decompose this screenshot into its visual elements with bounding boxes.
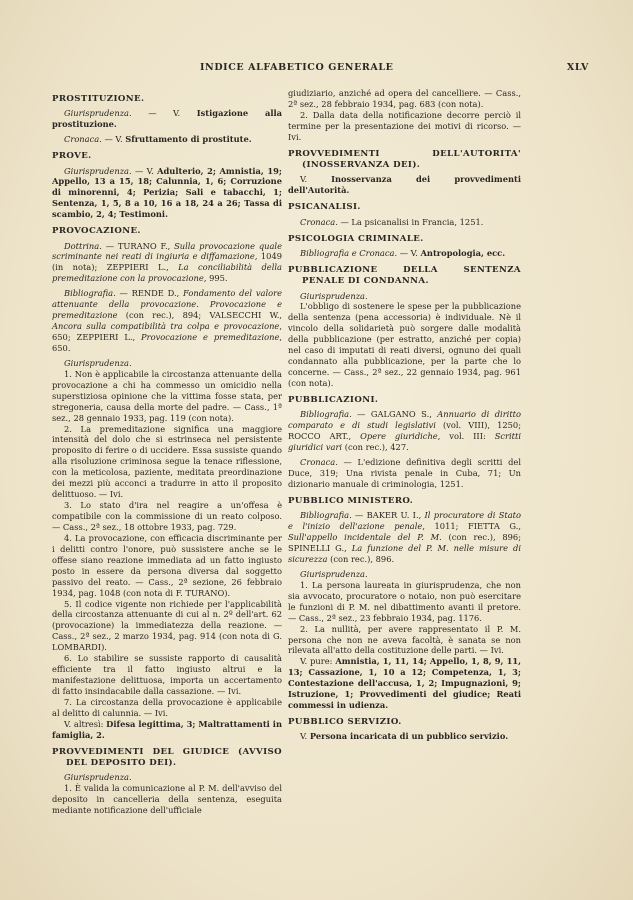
entry-heading: PROSTITUZIONE. — [52, 94, 145, 104]
entry-heading: PUBBLICAZIONI. — [288, 394, 379, 405]
list-item: 2. La premeditazione significa una maggiore intensità del dolo che si estrinseca nel persistente proposito di ferire o di uccidere. Essa sussiste quando alla risoluzione criminosa segue la tenace riflessione, con la meticolosa, paziente, meditata preordinazione dei mezzi più acconci a tradurre in atto il proposito delittuoso. — Ivi. — [52, 423, 282, 500]
entry-heading: PUBBLICO MINISTERO. — [288, 495, 414, 506]
entry-prove — [52, 151, 282, 220]
entry-provocazione — [52, 226, 282, 741]
left-column — [52, 88, 282, 816]
entry-text: Bibliografia. — BAKER U. I., Il procuratore di Stato e l'inizio dell'azione penale, 1011; FIETTA G., Sull'appello incidentale del P. M. (con rec.), 896; SPINELLI G., La funzione del P. M. nelle misure di sicurezza (con rec.), 896. — [288, 510, 522, 564]
entry-text: Cronaca. — La psicanalisi in Francia, 1251. — [300, 216, 484, 227]
entry-heading: PROVVEDIMENTI DEL GIUDICE (AVVISO DEL DEPOSITO DEI). — [52, 746, 282, 769]
entry-text: Giurisprudenza. — V. Adulterio, 2; Amnistia, 19; Appello, 13 a 15, 18; Calunnia, 1, 6; Corruzione di minorenni, 4; Perizia; Sali e tabacchi, 1; Sentenza, 1, 5, 8 a 10, 16 a 18, 24 a 26; Tassa di scambio, 2, 4; Testimoni. — [52, 165, 282, 220]
entry-heading: PROVOCAZIONE. — [52, 226, 141, 237]
entry-heading: PSICANALISI. — [288, 202, 361, 213]
continuation-text: giudiziario, anziché ad opera del cancelliere. — Cass., 2ª sez., 28 febbraio 1934, pag. 683 (con nota). — [288, 88, 521, 109]
entry-prostituzione — [52, 94, 282, 145]
list-item: 4. La provocazione, con efficacia discriminante per i delitti contro l'onore, può sussistere anche se le offese siano reazione immediata ad un fatto ingiusto posto in essere da persona diversa dal soggetto passivo del reato. — Cass., 2ª sezione, 26 febbraio 1934, pag. 1048 (con nota di F. TURANO). — [52, 532, 282, 598]
list-item: 1. Non è applicabile la circostanza attenuante della provocazione a chi ha commesso un omicidio nella superstiziosa opinione che la vittima fosse stata, per stregoneria, causa della morte del padre. — Cass., 1ª sez., 28 gennaio 1933, pag. 119 (con nota). — [52, 368, 282, 423]
entry-pubblicazioni — [288, 395, 521, 490]
entry-text: V. altresì: Difesa legittima, 3; Maltrattamenti in famiglia, 2. — [52, 718, 282, 740]
entry-text: Dottrina. — TURANO F., Sulla provocazione quale scriminante nei reati di ingiuria e diffamazione, 1049 (in nota); ZEPPIERI L., La conciliabilità della premeditazione con la provocazione, 995. — [52, 240, 283, 284]
list-item: 6. Lo stabilire se sussiste rapporto di causalità efficiente tra il fatto ingiusto altrui e la manifestazione delittuosa, importa un accertamento di fatto insindacabile dalla cassazione. — Ivi. — [52, 653, 282, 697]
entry-text: L'obbligo di sostenere le spese per la pubblicazione della sentenza (pena accessoria) è individuale. Nè il vincolo della solidarietà può sorgere dalle modalità della pubblicazione (per estratto, anziché per copia) nel caso di imputati di reati diversi, ognuno dei quali condannato alla pubblicazione, per la parte che lo concerne. — Cass., 2ª sez., 22 gennaio 1934, pag. 961 (con nota). — [288, 301, 521, 388]
subheading-giurisprudenza: Giurisprudenza. — [300, 568, 368, 579]
right-column — [288, 88, 521, 742]
entry-text: Bibliografia. — GALGANO S., Annuario di diritto comparato e di studi legislativi (vol. VIII), 1250; ROCCO ART., Opere giuridiche, vol. III: Scritti giuridici vari (con rec.), 427. — [288, 409, 521, 453]
entry-psicanalisi — [288, 202, 521, 227]
list-item: 5. Il codice vigente non richiede per l'applicabilità della circostanza attenuante di cui al n. 2º dell'art. 62 (provocazione) la immediatezza della reazione. — Cass., 2ª sez., 2 marzo 1934, pag. 914 (con nota di G. LOMBARDI). — [52, 598, 282, 653]
subheading-giurisprudenza: Giurisprudenza. — [64, 357, 132, 368]
entry-heading: PUBBLICAZIONE DELLA SENTENZA PENALE DI CONDANNA. — [288, 264, 521, 287]
entry-text: Cronaca. — V. Sfruttamento di prostitute. — [64, 134, 252, 145]
entry-text: Bibliografia. — RENDE D., Fondamento del valore attenuante della provocazione. Provocazione e premeditazione (con rec.), 894; VALSECCHI W., Ancora sulla compatibilità tra colpa e provocazione, 650; ZEPPIERI L., Provocazione e premeditazione, 650. — [52, 288, 282, 353]
list-item: 3. Lo stato d'ira nel reagire a un'offesa è compatibile con la commissione di un reato colposo. — Cass., 2ª sez., 18 ottobre 1933, pag. 729. — [52, 500, 282, 532]
entry-pubblicazione — [288, 265, 521, 389]
running-header — [0, 62, 633, 76]
entry-text: V. Persona incaricata di un pubblico servizio. — [300, 731, 509, 742]
entry-provvedimenti-giudice — [52, 747, 282, 816]
entry-provvedimenti-autorita — [288, 149, 521, 197]
list-item: 1. È valida la comunicazione al P. M. dell'avviso del deposito in cancelleria della sentenza, eseguita mediante notificazione dell'ufficiale — [52, 783, 282, 816]
entry-psicologia — [288, 234, 521, 259]
entry-heading: PROVVEDIMENTI DELL'AUTORITA' (INOSSERVANZA DEI). — [288, 148, 521, 171]
entry-text: Bibliografia e Cronaca. — V. Antropologia, ecc. — [300, 247, 506, 258]
entry-heading: PSICOLOGIA CRIMINALE. — [288, 233, 424, 244]
entry-text: Cronaca. — L'edizione definitiva degli scritti del Duce, 319; Una rivista penale in Cuba, 71; Un dizionario manuale di criminologia, 1251. — [288, 457, 521, 489]
entry-text: Giurisprudenza. — V. Istigazione alla prostituzione. — [52, 108, 282, 130]
entry-pubblico-servizio — [288, 717, 521, 742]
entry-pubblico-ministero — [288, 496, 521, 711]
page-number: XLV — [566, 62, 589, 73]
list-item: 2. La nullità, per avere rappresentato il P. M. persona che non ne aveva facoltà, è sanata se non rilevata all'atto della costituzione delle parti. — Ivi. — [288, 623, 521, 656]
list-item: 2. Dalla data della notificazione decorre perciò il termine per la presentazione dei motivi di ricorso. — Ivi. — [288, 109, 521, 142]
entry-text: V. pure: Amnistia, 1, 11, 14; Appello, 1, 8, 9, 11, 13; Cassazione, 1, 10 a 12; Competenza, 1, 3; Contestazione dell'accusa, 1, 2; Impugnazioni, 9; Istruzione, 1; Provvedimenti del giudice; Reati commessi in udienza. — [288, 656, 521, 711]
entry-heading: PUBBLICO SERVIZIO. — [288, 717, 402, 728]
list-item: 1. La persona laureata in giurisprudenza, che non sia avvocato, procuratore o notaio, non può esercitare le funzioni di P. M. nel dibattimento avanti il pretore. — Cass., 2ª sez., 23 febbraio 1934, pag. 1176. — [288, 579, 521, 623]
header-title: INDICE ALFABETICO GENERALE — [200, 62, 394, 73]
entry-heading: PROVE. — [52, 151, 92, 162]
subheading-giurisprudenza: Giurisprudenza. — [64, 772, 132, 783]
subheading-giurisprudenza: Giurisprudenza. — [300, 290, 368, 301]
entry-text: V. Inosservanza dei provvedimenti dell'Autorità. — [288, 174, 521, 196]
list-item: 7. La circostanza della provocazione è applicabile al delitto di calunnia. — Ivi. — [52, 696, 282, 718]
